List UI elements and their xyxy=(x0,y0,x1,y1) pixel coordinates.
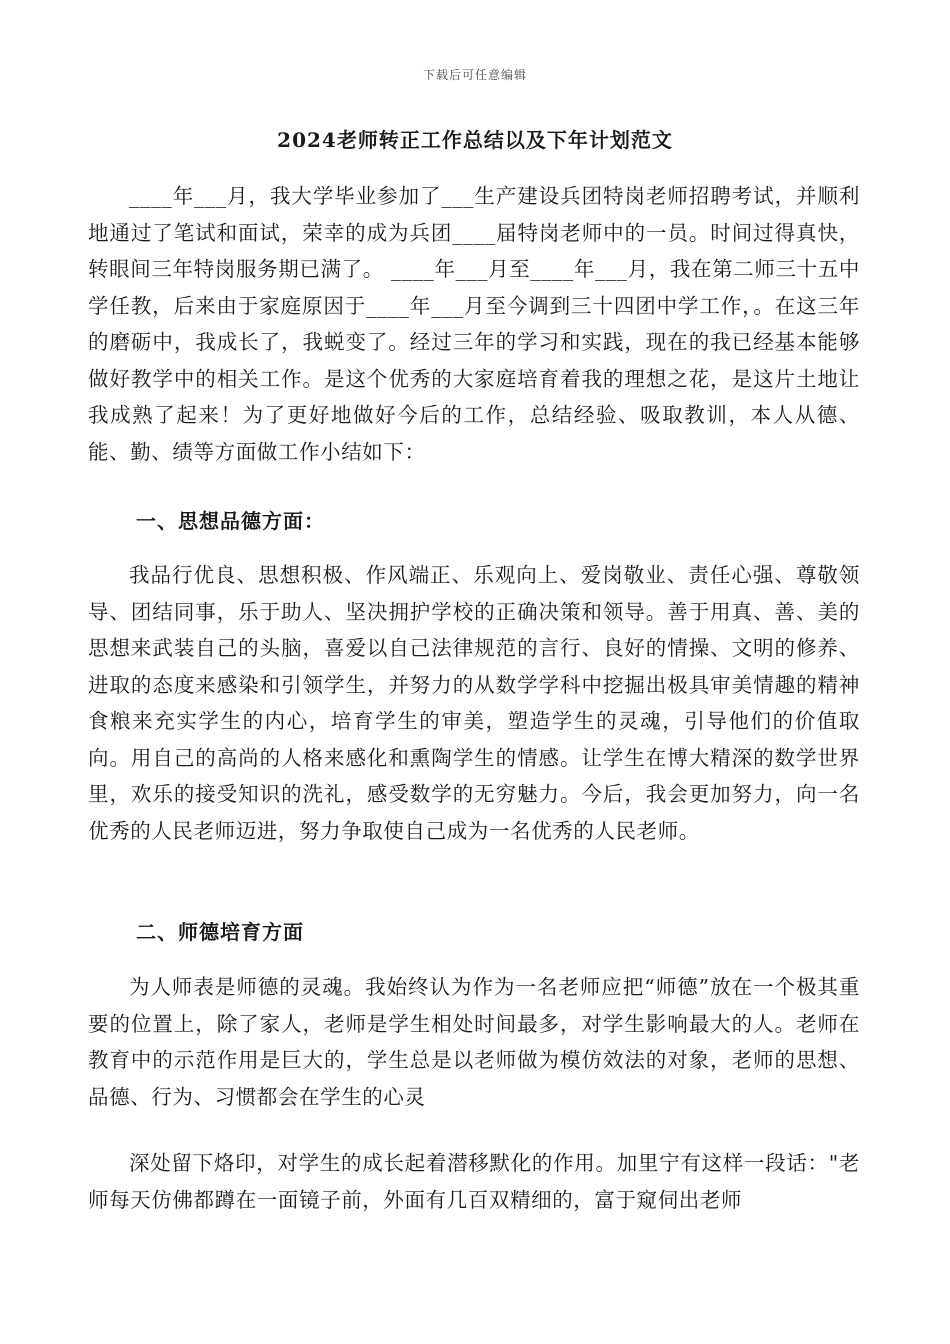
intro-paragraph: ____年___月，我大学毕业参加了___生产建设兵团特岗老师招聘考试，并顺利地通过了笔试和面试，荣幸的成为兵团____届特岗老师中的一员。时间过得真快，转眼间三年特岗服务期已满了。 ____年___月至____年___月，我在第二师三十五中学任教，后来由于家庭原因于____年___月至今调到三十四团中学工作，。在这三年的磨砺中，我成长了，我蜕变了。经过三年的学习和实践，现在的我已经基本能够做好教学中的相关工作。是这个优秀的大家庭培育着我的理想之花，是这片土地让我成熟了起来！为了更好地做好今后的工作，总结经验、吸取教训，本人从德、能、勤、绩等方面做工作小结如下： xyxy=(88,184,860,464)
header-note: 下载后可任意编辑 xyxy=(422,68,527,82)
document-title: 2024老师转正工作总结以及下年计划范文 xyxy=(277,128,673,152)
section-paragraph-ethics: 为人师表是师德的灵魂。我始终认为作为一名老师应把“师德”放在一个极其重要的位置上，除了家人，老师是学生相处时间最多，对学生影响最大的人。老师在教育中的示范作用是巨大的，学生总是以老师做为模仿效法的对象，老师的思想、品德、行为、习惯都会在学生的心灵 xyxy=(88,975,860,1109)
section-paragraph-ethics-continued: 深处留下烙印，对学生的成长起着潜移默化的作用。加里宁有这样一段话："老师每天仿佛都蹲在一面镜子前，外面有几百双精细的，富于窥伺出老师 xyxy=(88,1151,860,1212)
section-paragraph-moral: 我品行优良、思想积极、作风端正、乐观向上、爱岗敬业、责任心强、尊敬领导、团结同事，乐于助人、坚决拥护学校的正确决策和领导。善于用真、善、美的思想来武装自己的头脑，喜爱以自己法律规范的言行、良好的情操、文明的修养、进取的态度来感染和引领学生，并努力的从数学学科中挖掘出极具审美情趣的精神食粮来充实学生的内心，培育学生的审美，塑造学生的灵魂，引导他们的价值取向。用自己的高尚的人格来感化和熏陶学生的情感。让学生在博大精深的数学世界里，欢乐的接受知识的洗礼，感受数学的无穷魅力。今后，我会更加努力，向一名优秀的人民老师迈进，努力争取使自己成为一名优秀的人民老师。 xyxy=(88,563,860,843)
section-heading-moral: 一、思想品德方面： xyxy=(136,509,325,533)
section-heading-ethics: 二、师德培育方面 xyxy=(136,920,304,944)
